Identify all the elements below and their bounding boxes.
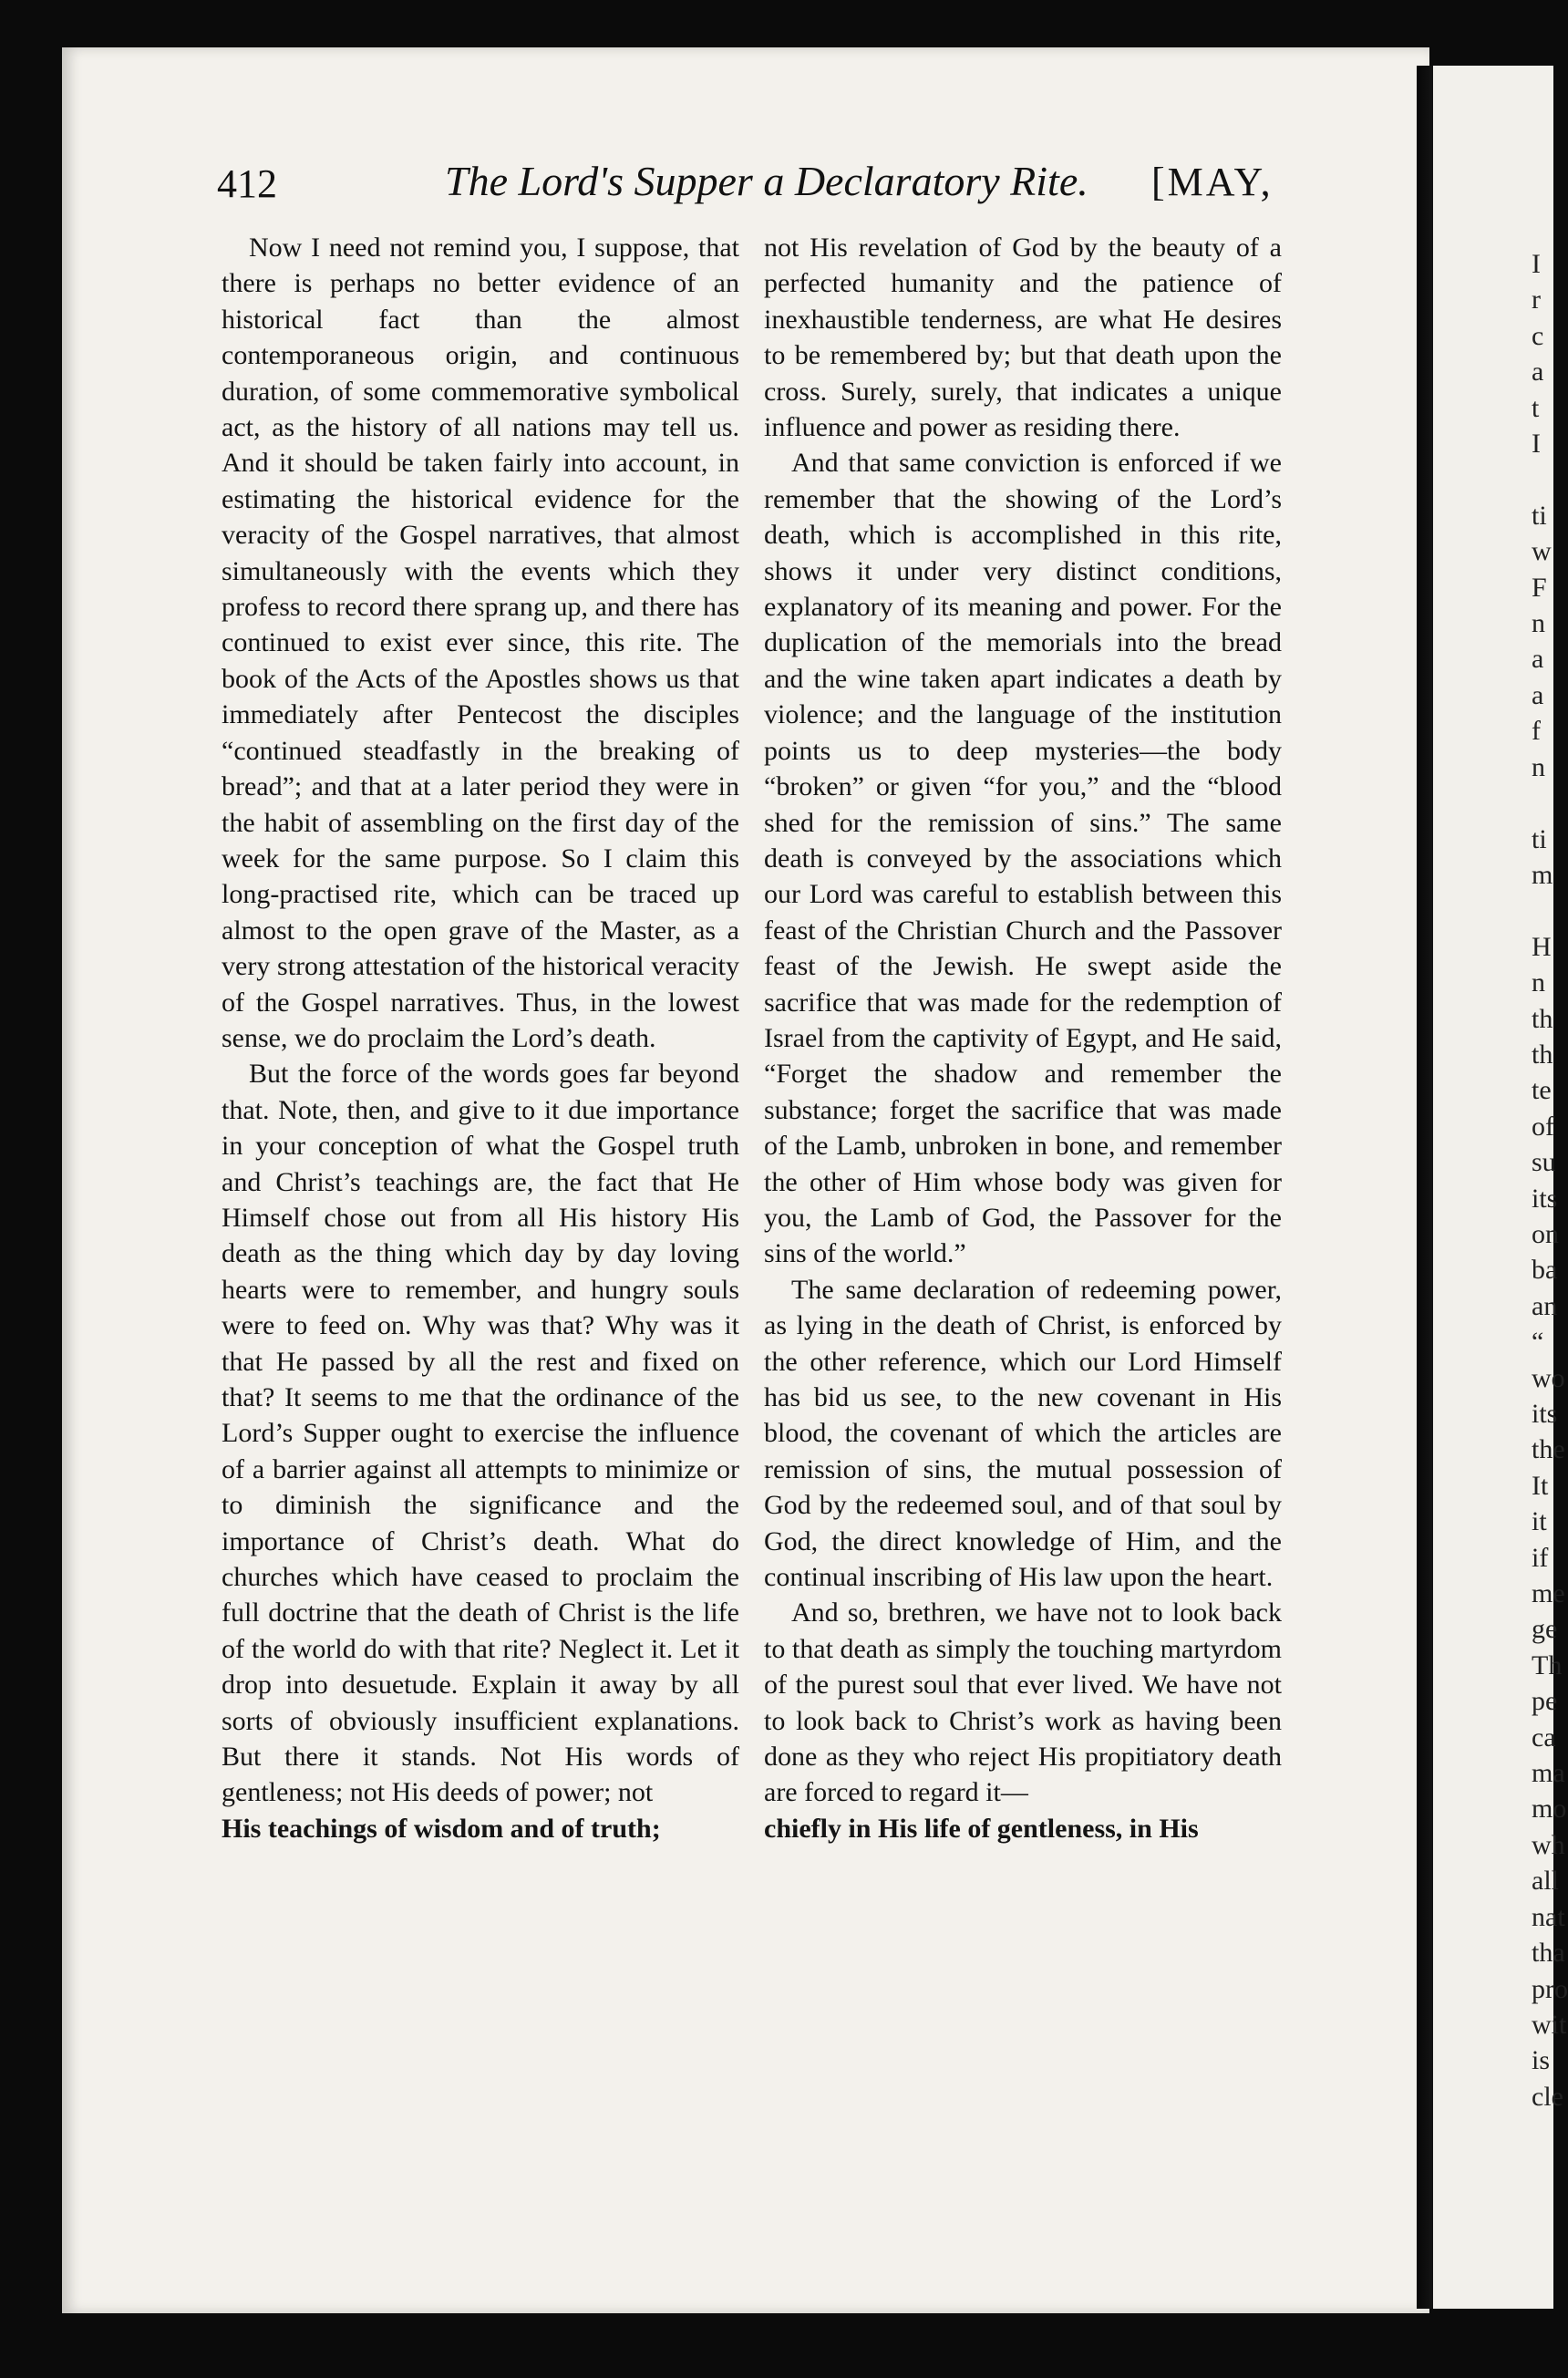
next-page-fragment: ti xyxy=(1532,500,1547,531)
next-page-fragment: ma xyxy=(1532,1758,1565,1789)
next-page-fragment: ca xyxy=(1532,1721,1556,1752)
right-paragraph-2: And that same conviction is enforced if we remember that the showing of the Lord’s death, which is accomplished in this rite, shows it under very distinct conditions, explanatory of its meaning and power. For the duplication of the memorials into the bread and the wine taken apart indicates a death by violence; and the language of the institution points us to deep mysteries—the body “broken” or given “for you,” and the “blood shed for the remission of sins.” The same death is conveyed by the associations which our Lord was careful to establish between this feast of the Christian Church and the Passover feast of the Jewish. He swept aside the sacrifice that was made for the redemption of Israel from the captivity of Egypt, and He said, “Forget the shadow and remember the substance; forget the sacrifice that was made of the Lamb, unbroken in bone, and remember the other of Him whose body was given for you, the Lamb of God, the Passover for the sins of the world.” xyxy=(764,448,1282,1269)
next-page-fragment: its xyxy=(1532,1183,1558,1214)
right-paragraph-1: not His revelation of God by the beauty of a perfected humanity and the patience of inexhaustible tenderness, are what He desires to be remembered by; but that death upon the cross. Surely, surely, that indicates a unique influence and power as residing there. xyxy=(764,233,1282,443)
next-page-fragment: “ xyxy=(1532,1327,1544,1358)
next-page-fragment: n xyxy=(1532,608,1545,639)
next-page-fragment: Th xyxy=(1532,1649,1563,1680)
next-page-fragment: an xyxy=(1532,1290,1558,1321)
next-page-fragment: a xyxy=(1532,679,1544,710)
next-page-fragment: It xyxy=(1532,1470,1549,1501)
next-page-fragment: H xyxy=(1532,931,1552,962)
next-page-fragment: c xyxy=(1532,320,1544,351)
next-page-fragment: I xyxy=(1532,249,1541,279)
next-page-fragment xyxy=(1532,893,1553,928)
next-page-fragment: cle xyxy=(1532,2081,1563,2112)
next-page-fragment: its xyxy=(1532,1399,1558,1429)
next-page-fragment: mo xyxy=(1532,1794,1567,1825)
next-page-fragment xyxy=(1532,461,1553,497)
running-month: [MAY, xyxy=(1151,160,1274,204)
next-page-fragment: pe xyxy=(1532,1686,1558,1717)
next-page-fragment: nat xyxy=(1532,1901,1565,1932)
next-page-fragment: the xyxy=(1532,1434,1565,1465)
left-last-line: His teachings of wisdom and of truth; xyxy=(222,1813,661,1844)
next-page-fragment: su xyxy=(1532,1147,1556,1178)
next-page-fragment: te xyxy=(1532,1075,1552,1106)
next-page-fragment: n xyxy=(1532,751,1545,782)
next-page-fragment: me xyxy=(1532,1578,1565,1609)
right-last-line: chiefly in His life of gentleness, in His xyxy=(764,1813,1199,1844)
next-page-fragment: wh xyxy=(1532,1829,1565,1860)
next-page-fragment: on xyxy=(1532,1218,1559,1249)
next-page-fragment: w xyxy=(1532,536,1552,567)
next-page-fragment: if xyxy=(1532,1542,1549,1573)
next-page-fragment: wit xyxy=(1532,2009,1567,2040)
next-page-fragment: a xyxy=(1532,644,1544,675)
next-page-fragment: of xyxy=(1532,1111,1554,1142)
next-page-fragment: I xyxy=(1532,429,1541,460)
next-page-fragment: ti xyxy=(1532,823,1547,854)
next-page-fragment: n xyxy=(1532,967,1545,998)
left-column xyxy=(222,230,739,1846)
next-page-fragment xyxy=(1532,785,1553,821)
next-page-fragment: f xyxy=(1532,716,1541,747)
page-header xyxy=(217,146,1274,210)
next-page-fragment: tha xyxy=(1532,1938,1565,1969)
next-page-fragment: it xyxy=(1532,1506,1547,1537)
right-paragraph-4: And so, brethren, we have not to look back to that death as simply the touching martyrdom of the purest soul that ever lived. We have not to look back to Christ’s work as having been done as they who reject His propitiatory death are forced to regard it— xyxy=(764,1597,1282,1808)
next-page-fragment: t xyxy=(1532,392,1540,423)
right-paragraph-3: The same declaration of redeeming power, as lying in the death of Christ, is enforced by the other reference, which our Lord Himself has bid us see, to the new covenant in His blood, the covenant of which the articles are remission of sins, the mutual possession of God by the redeemed soul, and of that soul by God, the direct knowledge of Him, and the continual inscribing of His law upon the heart. xyxy=(764,1274,1282,1593)
next-page-fragment: all xyxy=(1532,1866,1559,1897)
page-number: 412 xyxy=(217,161,277,206)
left-paragraph-2: But the force of the words goes far beyond that. Note, then, and give to it due importance in your conception of what the Gospel truth and Christ’s teachings are, the fact that He Himself chose out from all His history His death as the thing which day by day loving hearts were to remember, and hungry souls were to feed on. Why was that? Why was it that He passed by all the rest and fixed on that? It seems to me that the ordinance of the Lord’s Supper ought to exercise the influence of a barrier against all attempts to minimize or to diminish the significance and the importance of Christ’s death. What do churches which have ceased to proclaim the full doctrine that the death of Christ is the life of the world do with that rite? Neglect it. Let it drop into desuetude. Explain it away by all sorts of obviously insufficient explanations. But there it stands. Not His words of gentleness; not His deeds of power; not xyxy=(222,1059,739,1808)
next-page-fragment: F xyxy=(1532,572,1547,603)
next-page-fragment: th xyxy=(1532,1039,1553,1070)
next-page-fragment: wo xyxy=(1532,1362,1565,1393)
next-page-fragment: is xyxy=(1532,2045,1551,2076)
next-page-fragment: th xyxy=(1532,1003,1553,1034)
next-page-fragment: ba xyxy=(1532,1255,1558,1286)
right-column xyxy=(764,230,1282,1846)
next-page-fragment: m xyxy=(1532,859,1553,890)
next-page-fragment: a xyxy=(1532,357,1544,388)
left-paragraph-1: Now I need not remind you, I suppose, that there is perhaps no better evidence of an historical fact than the almost contemporaneous origin, and continuous duration, of some commemorative symbolical act, as the history of all nations may tell us. And it should be taken fairly into account, in estimating the historical evidence for the veracity of the Gospel narratives, that almost simultaneously with the events which they profess to record there sprang up, and there has continued to exist ever since, this rite. The book of the Acts of the Apostles shows us that immediately after Pentecost the disciples “continued steadfastly in the breaking of bread”; and that at a later period they were in the habit of assembling on the first day of the week for the same purpose. So I claim this long-practised rite, which can be traced up almost to the open grave of the Master, as a very strong attestation of the historical veracity of the Gospel narratives. Thus, in the lowest sense, we do proclaim the Lord’s death. xyxy=(222,233,739,1053)
running-title: The Lord's Supper a Declaratory Rite. xyxy=(445,158,1088,204)
next-page-fragments xyxy=(1532,246,1568,2114)
next-page-fragment: pro xyxy=(1532,1973,1568,2004)
next-page-fragment: r xyxy=(1532,284,1541,315)
next-page-fragment: ge xyxy=(1532,1614,1558,1645)
